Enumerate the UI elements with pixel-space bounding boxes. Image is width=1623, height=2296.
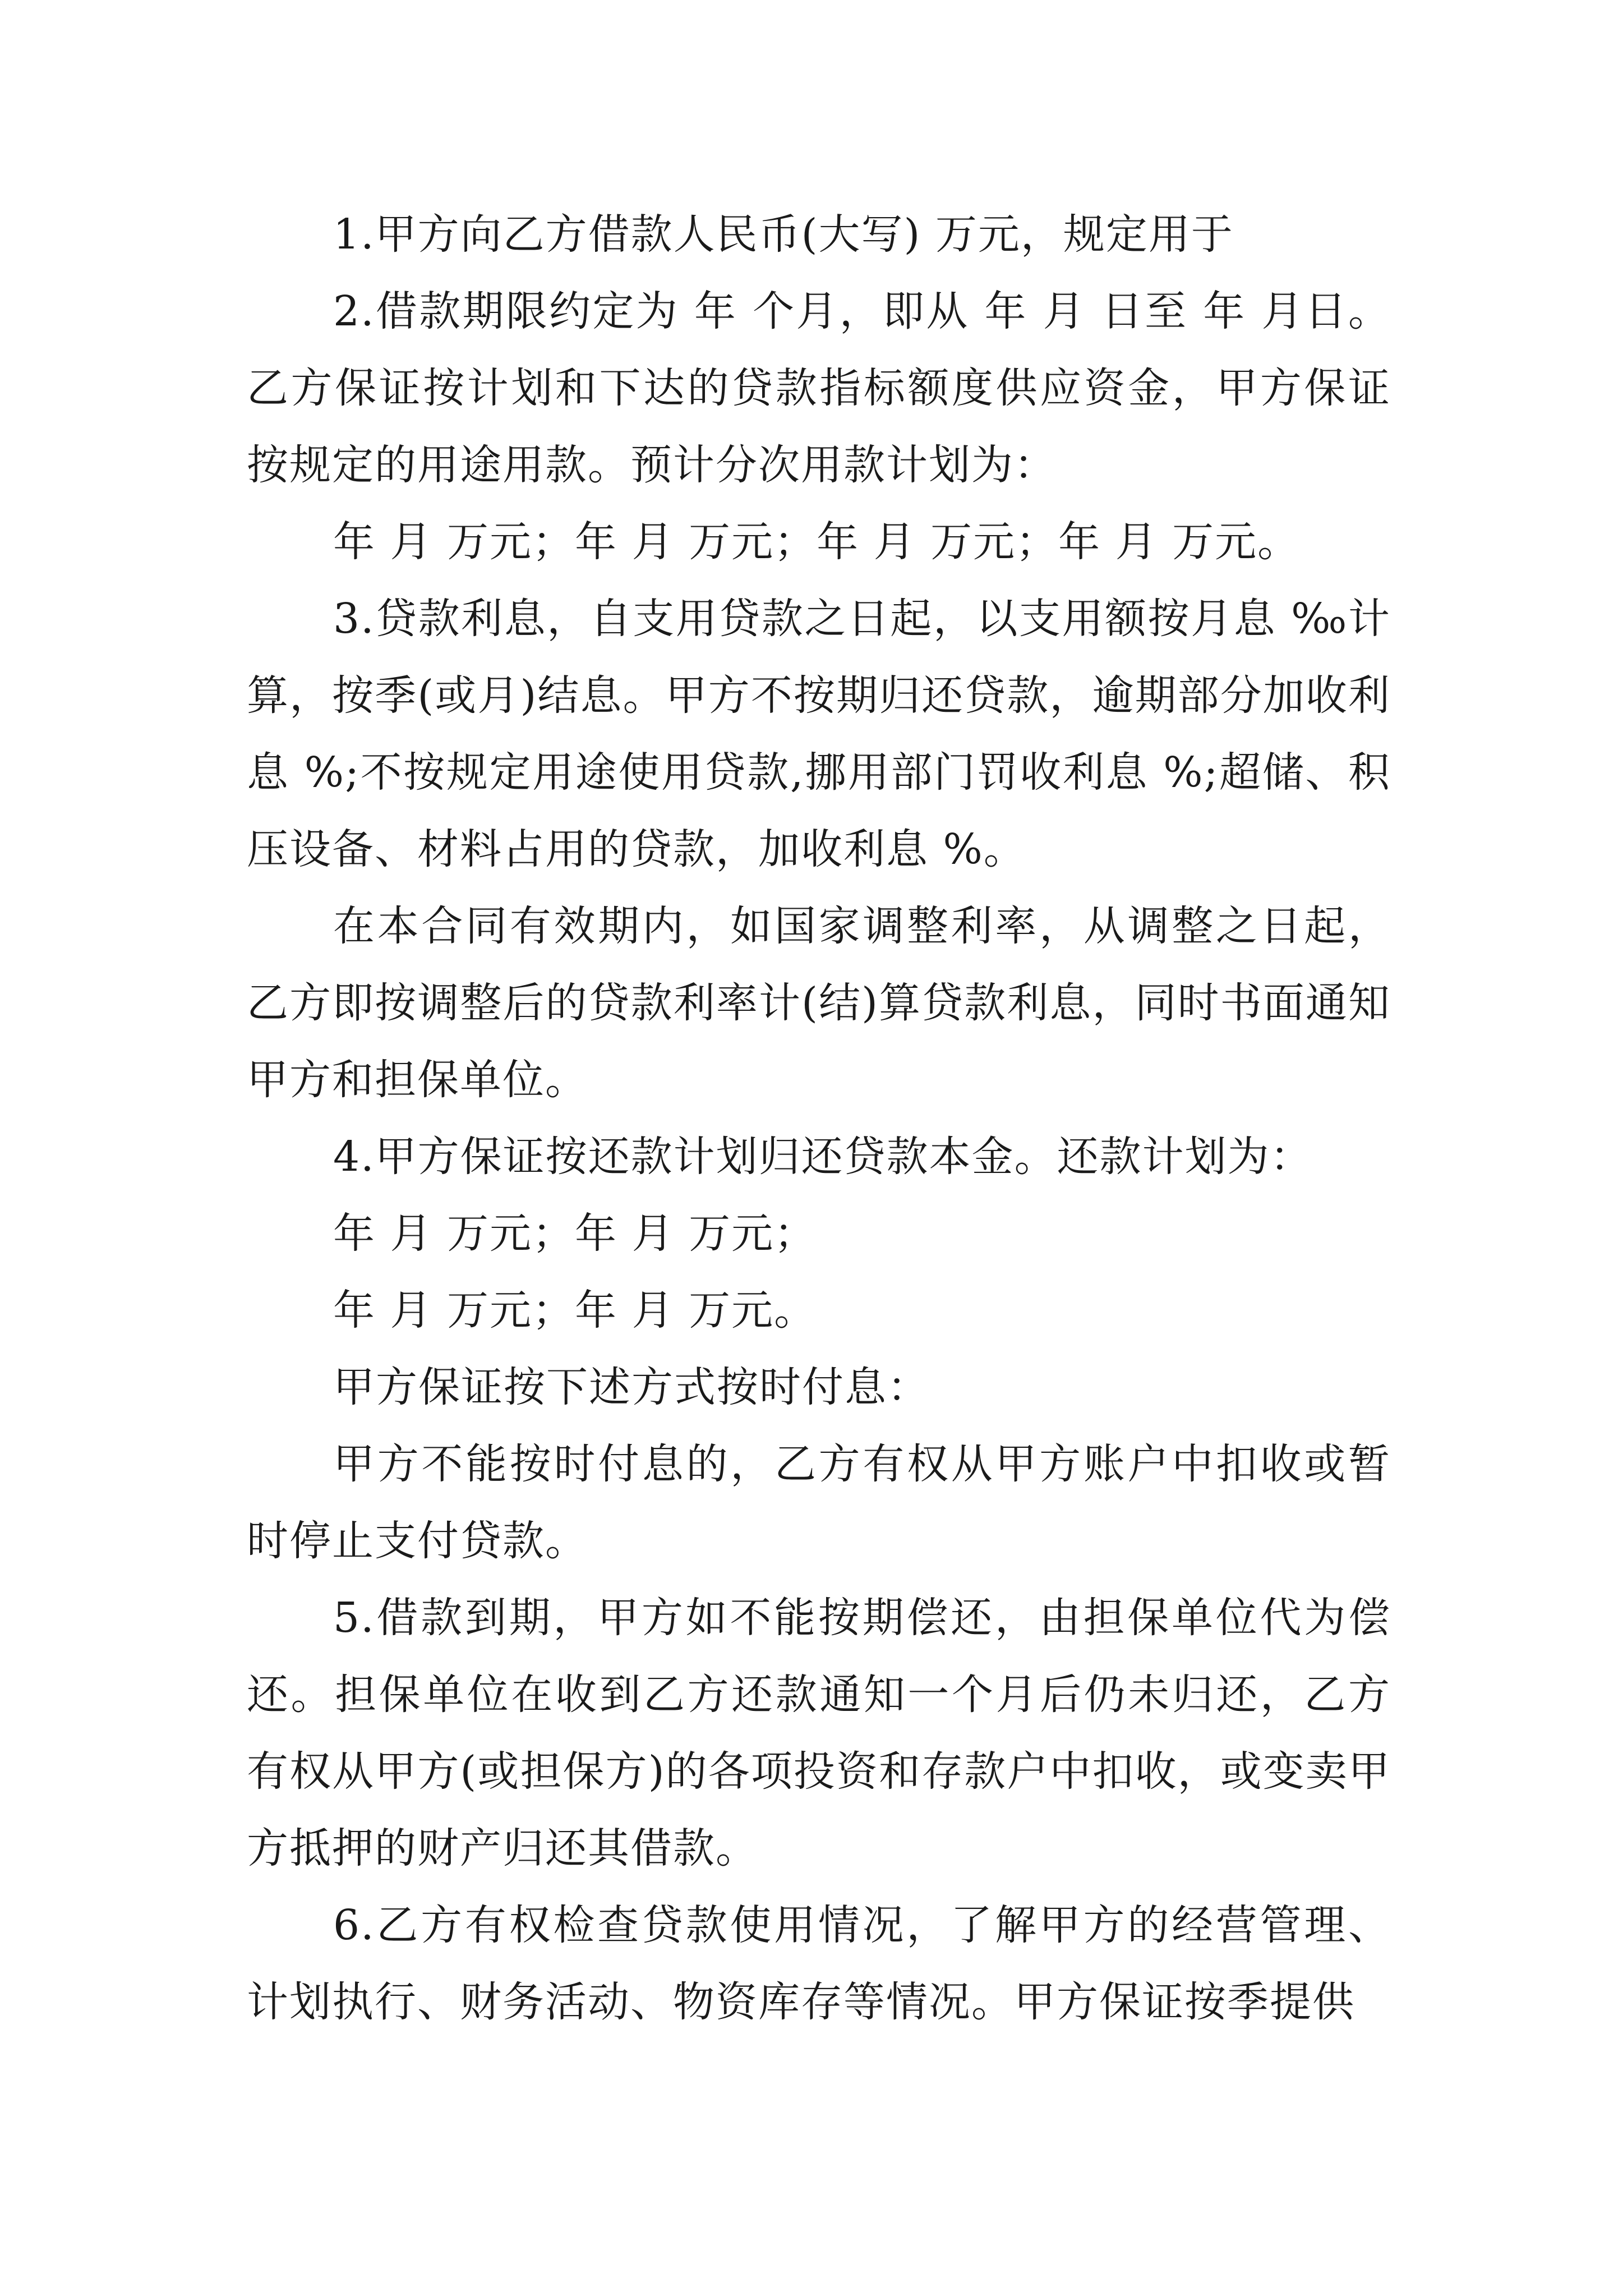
repayment-schedule-line-1: 年 月 万元；年 月 万元；	[333, 1209, 817, 1258]
repayment-schedule-line-2: 年 月 万元；年 月 万元。	[333, 1286, 817, 1335]
clause-5-default-guarantee: 5.借款到期，甲方如不能按期偿还，由担保单位代为偿还。担保单位在收到乙方还款通知一个月后仍未归还，乙方有权从甲方(或担保方)的各项投资和存款户中扣收，或变卖甲方抵押的财产归还其借款。	[247, 1594, 1391, 1872]
rate-adjustment-paragraph: 在本合同有效期内，如国家调整利率，从调整之日起，乙方即按调整后的贷款利率计(结)算贷款利息，同时书面通知甲方和担保单位。	[247, 902, 1391, 1104]
late-interest-deduction: 甲方不能按时付息的，乙方有权从甲方账户中扣收或暂时停止支付贷款。	[247, 1440, 1391, 1565]
document-body	[247, 196, 1391, 2041]
clause-1-loan-amount: 1.甲方向乙方借款人民币(大写) 万元，规定用于	[333, 210, 1234, 259]
clause-2-loan-term: 2.借款期限约定为 年 个月，即从 年 月 日至 年 月日。乙方保证按计划和下达的贷款指标额度供应资金，甲方保证按规定的用途用款。预计分次用款计划为：	[247, 287, 1391, 489]
clause-6-inspection-rights: 6.乙方有权检查贷款使用情况，了解甲方的经营管理、计划执行、财务活动、物资库存等情况。甲方保证按季提供	[247, 1901, 1391, 2026]
clause-4-repayment-plan: 4.甲方保证按还款计划归还贷款本金。还款计划为：	[333, 1133, 1313, 1181]
drawdown-schedule: 年 月 万元；年 月 万元；年 月 万元；年 月 万元。	[333, 518, 1301, 566]
clause-3-interest: 3.贷款利息，自支用贷款之日起，以支用额按月息 ‰计算，按季(或月)结息。甲方不按期归还贷款，逾期部分加收利息 %;不按规定用途使用贷款,挪用部门罚收利息 %;超储、积压设备、材料占用的贷款，加收利息 %。	[247, 595, 1391, 873]
interest-payment-method: 甲方保证按下述方式按时付息：	[333, 1363, 930, 1411]
